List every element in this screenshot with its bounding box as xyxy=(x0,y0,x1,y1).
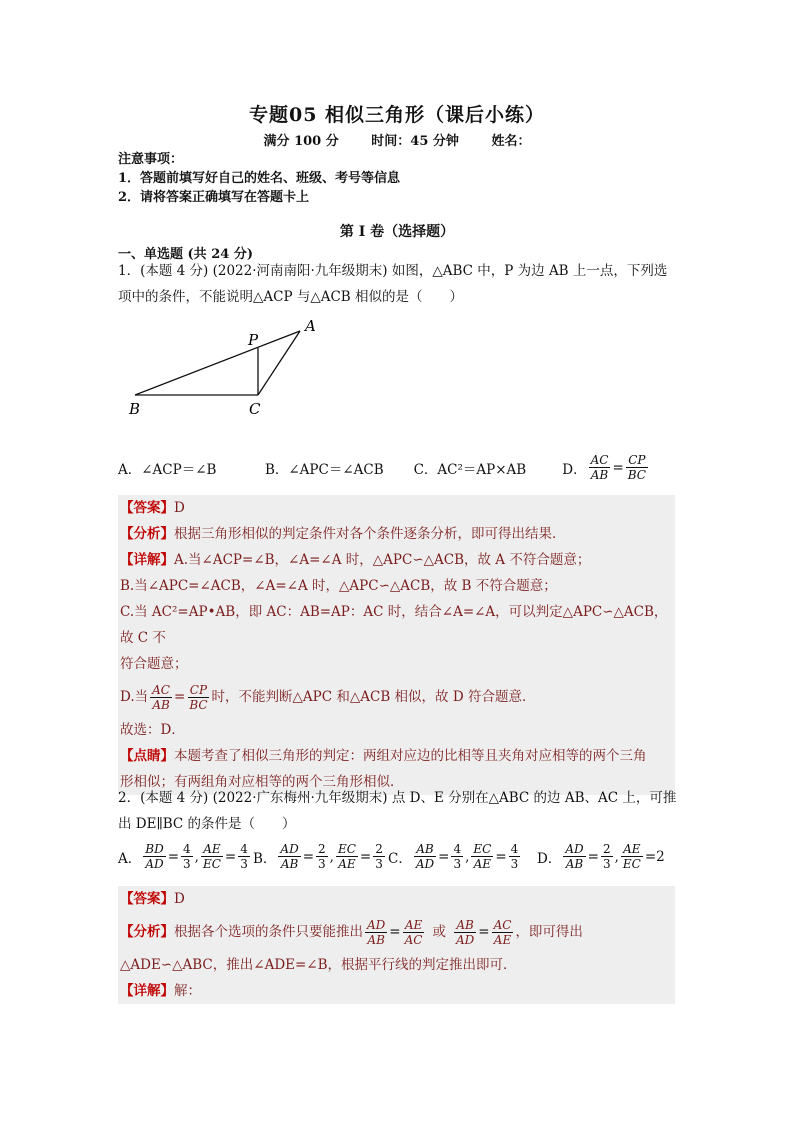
analysis-text: 根据各个选项的条件只要能推出 xyxy=(174,924,363,940)
frac-den: EC xyxy=(622,857,641,871)
option-label: A． xyxy=(118,850,142,867)
q1-option-d[interactable] xyxy=(562,453,650,482)
frac-num: 4 xyxy=(510,842,519,856)
answer-value: D xyxy=(174,500,185,516)
detail-text: B.当∠APC=∠ACB，∠A=∠A 时，△APC∽△ACB，故 B 不符合题意； xyxy=(120,578,557,594)
notes xyxy=(118,150,400,207)
detail-text: 时，不能判断△APC 和△ACB 相似，故 D 符合题意． xyxy=(211,689,536,705)
frac-num: 2 xyxy=(602,842,611,856)
q1-detail-d xyxy=(118,677,675,717)
notes-heading: 注意事项： xyxy=(118,152,184,167)
full-score: 满分 100 分 xyxy=(263,134,339,149)
q1-comment xyxy=(118,743,675,769)
detail-text: D.当 xyxy=(120,689,149,705)
fraction xyxy=(563,842,585,871)
answer-tag: 【答案】 xyxy=(120,500,174,516)
section-title: 第 I 卷（选择题） xyxy=(339,224,455,240)
frac-den: AC xyxy=(404,932,423,947)
frac-num: CP xyxy=(189,682,208,697)
frac-num: AD xyxy=(280,842,299,856)
frac-den: EC xyxy=(202,857,221,871)
frac-den: 3 xyxy=(602,857,611,871)
label-b: B xyxy=(129,400,141,418)
q1-detail-c2 xyxy=(118,651,675,677)
q1-stem-line: 项中的条件，不能说明△ACP 与△ACB 相似的是（ ） xyxy=(118,289,464,305)
comment-text: 本题考查了相似三角形的判定：两组对应边的比相等且夹角对应相等的两个三角 xyxy=(174,748,647,764)
q1-triangle-figure xyxy=(125,315,325,420)
detail-text: A.当∠ACP=∠B，∠A=∠A 时，△APC∽△ACB，故 A 不符合题意； xyxy=(174,552,591,568)
q1-option-c[interactable]: C．AC²＝AP×AB xyxy=(413,461,527,478)
frac-num: AD xyxy=(367,917,386,932)
frac-num: 4 xyxy=(453,842,462,856)
frac-den: 3 xyxy=(375,857,383,871)
frac-den: AD xyxy=(415,857,435,871)
equals: = xyxy=(612,459,624,476)
fraction xyxy=(509,842,521,871)
frac-den: 3 xyxy=(453,857,462,871)
fraction xyxy=(201,842,223,871)
frac-den: 3 xyxy=(318,857,326,871)
fraction xyxy=(601,842,613,871)
q1-choose xyxy=(118,717,675,743)
q2-option-d[interactable]: D． $\frac{AD}{AB}$ = $\frac{2}{3}$ , $\frac{AE}{EC}$ = 2 xyxy=(537,842,665,871)
fraction xyxy=(238,842,250,871)
detail-tag: 【详解】 xyxy=(120,983,174,999)
option-d-label: D． xyxy=(562,461,587,478)
equals: = xyxy=(174,689,186,705)
frac-den: AE xyxy=(338,857,356,871)
fraction xyxy=(403,918,425,947)
side-ba xyxy=(135,331,300,395)
fraction xyxy=(621,842,643,871)
fraction xyxy=(336,842,358,871)
fraction xyxy=(365,918,387,947)
frac-num: EC xyxy=(473,842,492,856)
frac-den: AD xyxy=(455,932,475,947)
detail-tag: 【详解】 xyxy=(120,552,174,568)
q1-option-b[interactable]: B．∠APC＝∠ACB xyxy=(264,461,384,478)
answer-tag: 【答案】 xyxy=(120,891,174,907)
frac-num: AB xyxy=(456,917,474,932)
fraction xyxy=(451,842,463,871)
frac-num: AC xyxy=(590,453,609,467)
frac-num: AE xyxy=(404,917,423,932)
name-field: 姓名： xyxy=(491,134,531,149)
frac-den: 3 xyxy=(183,857,191,871)
frac-num: AB xyxy=(416,842,434,856)
fraction xyxy=(454,918,476,947)
frac-num: AE xyxy=(203,842,221,856)
answer-value: D xyxy=(174,891,185,907)
frac-den: BC xyxy=(189,697,208,712)
frac-den: AB xyxy=(280,857,299,871)
q2-solution-box xyxy=(118,886,675,1004)
analysis-text: △ADE∽△ABC，推出∠ADE=∠B，根据平行线的判定推出即可． xyxy=(120,957,517,973)
analysis-text: ，即可得出 xyxy=(515,924,583,940)
option-label: D． xyxy=(537,850,562,867)
mc-heading: 一、单选题 (共 24 分) xyxy=(118,247,253,262)
frac-num: AC xyxy=(152,682,170,697)
option-label: B． xyxy=(253,850,277,867)
frac-den: BC xyxy=(627,468,646,482)
frac-den: AD xyxy=(145,857,164,871)
fraction xyxy=(278,842,300,871)
label-c: C xyxy=(249,400,261,418)
frac-den: AB xyxy=(590,468,609,482)
q2-stem-line: 出 DE∥BC 的条件是（ ） xyxy=(118,816,296,832)
time-limit: 时间：45 分钟 xyxy=(371,134,459,149)
note-item: 1．答题前填写好自己的姓名、班级、考号等信息 xyxy=(118,171,401,186)
fraction xyxy=(373,842,385,871)
analysis-tag: 【分析】 xyxy=(120,924,174,940)
option-value: 2 xyxy=(656,848,665,865)
fraction xyxy=(150,683,172,712)
q2-option-b[interactable]: B． $\frac{AD}{AB}$ = $\frac{2}{3}$ , $\frac{EC}{AE}$ = $\frac{2}{3}$ xyxy=(253,842,383,871)
frac-den: 3 xyxy=(240,857,248,871)
fraction xyxy=(589,453,611,482)
q2-answer xyxy=(118,886,675,912)
q2-analysis: 【分析】 根据各个选项的条件只要能推出 $\frac{AD}{AB}$ = $\frac{AE}{AC}$ 或 $\frac{AB}{AD}$ = $\frac{AC}{AE}$ ，即可得出 xyxy=(120,917,583,947)
page-title: 专题05 相似三角形（课后小练） xyxy=(248,104,546,126)
detail-text: 符合题意； xyxy=(120,656,188,672)
fraction xyxy=(143,842,165,871)
frac-den: AB xyxy=(367,932,385,947)
q2-stem xyxy=(118,785,678,837)
frac-den: AE xyxy=(473,857,492,871)
comment-tag: 【点睛】 xyxy=(120,748,174,764)
frac-num: AE xyxy=(623,842,641,856)
label-p: P xyxy=(248,331,259,349)
q2-analysis2 xyxy=(118,952,675,978)
q1-stem xyxy=(118,258,678,310)
frac-den: AB xyxy=(152,697,170,712)
fraction xyxy=(316,842,328,871)
frac-num: 4 xyxy=(240,842,248,856)
q1-solution-box xyxy=(118,495,675,795)
frac-num: 2 xyxy=(375,842,383,856)
fraction xyxy=(492,918,514,947)
frac-num: AD xyxy=(565,842,584,856)
comment-text: 形相似；有两组角对应相等的两个三角形相似． xyxy=(120,774,404,790)
fraction xyxy=(471,842,493,871)
q1-option-a[interactable]: A．∠ACP＝∠B xyxy=(118,461,217,478)
frac-den: AE xyxy=(493,932,512,947)
q1-detail-a xyxy=(118,547,675,573)
frac-num: AC xyxy=(493,917,512,932)
frac-num: 4 xyxy=(183,842,191,856)
frac-num: BD xyxy=(145,842,164,856)
analysis-text: 根据三角形相似的判定条件对各个条件逐条分析，即可得出结果． xyxy=(174,526,566,542)
frac-den: 3 xyxy=(510,857,519,871)
q2-detail xyxy=(118,978,675,1004)
label-a: A xyxy=(305,317,316,335)
choose-text: 故选：D． xyxy=(120,722,185,738)
q1-options xyxy=(118,453,678,482)
note-item: 2．请将答案正确填写在答题卡上 xyxy=(118,190,310,205)
analysis-tag: 【分析】 xyxy=(120,526,174,542)
fraction xyxy=(626,453,648,482)
q1-answer xyxy=(118,495,675,521)
detail-text: 解： xyxy=(174,983,201,999)
exam-meta xyxy=(0,130,794,149)
fraction xyxy=(181,842,193,871)
q2-stem-line: 2．(本题 4 分) (2022·广东梅州·九年级期末) 点 D、E 分别在△ABC 的边 AB、AC 上，可推 xyxy=(118,790,677,806)
q2-option-c[interactable]: C． $\frac{AB}{AD}$ = $\frac{4}{3}$ , $\frac{EC}{AE}$ = $\frac{4}{3}$ xyxy=(388,842,519,871)
q1-detail-b xyxy=(118,573,675,599)
frac-num: 2 xyxy=(318,842,326,856)
analysis-text: 或 xyxy=(432,924,446,940)
q2-options xyxy=(118,842,678,871)
q1-detail-c xyxy=(118,599,675,651)
detail-text: C.当 AC²=AP•AB，即 AC：AB=AP：AC 时，结合∠A=∠A，可以判定△APC∽△ACB，故 C 不 xyxy=(120,604,668,646)
fraction xyxy=(187,683,209,712)
option-label: C． xyxy=(388,850,412,867)
frac-num: CP xyxy=(628,453,646,467)
fraction xyxy=(414,842,436,871)
q1-analysis xyxy=(118,521,675,547)
frac-den: AB xyxy=(565,857,584,871)
side-ca xyxy=(258,331,300,395)
frac-num: EC xyxy=(337,842,356,856)
q2-option-a[interactable]: A． $\frac{BD}{AD}$ = $\frac{4}{3}$ , $\frac{AE}{EC}$ = $\frac{4}{3}$ xyxy=(118,842,248,871)
q1-stem-line: 1．(本题 4 分) (2022·河南南阳·九年级期末) 如图，△ABC 中，P 为边 AB 上一点，下列选 xyxy=(118,263,668,279)
